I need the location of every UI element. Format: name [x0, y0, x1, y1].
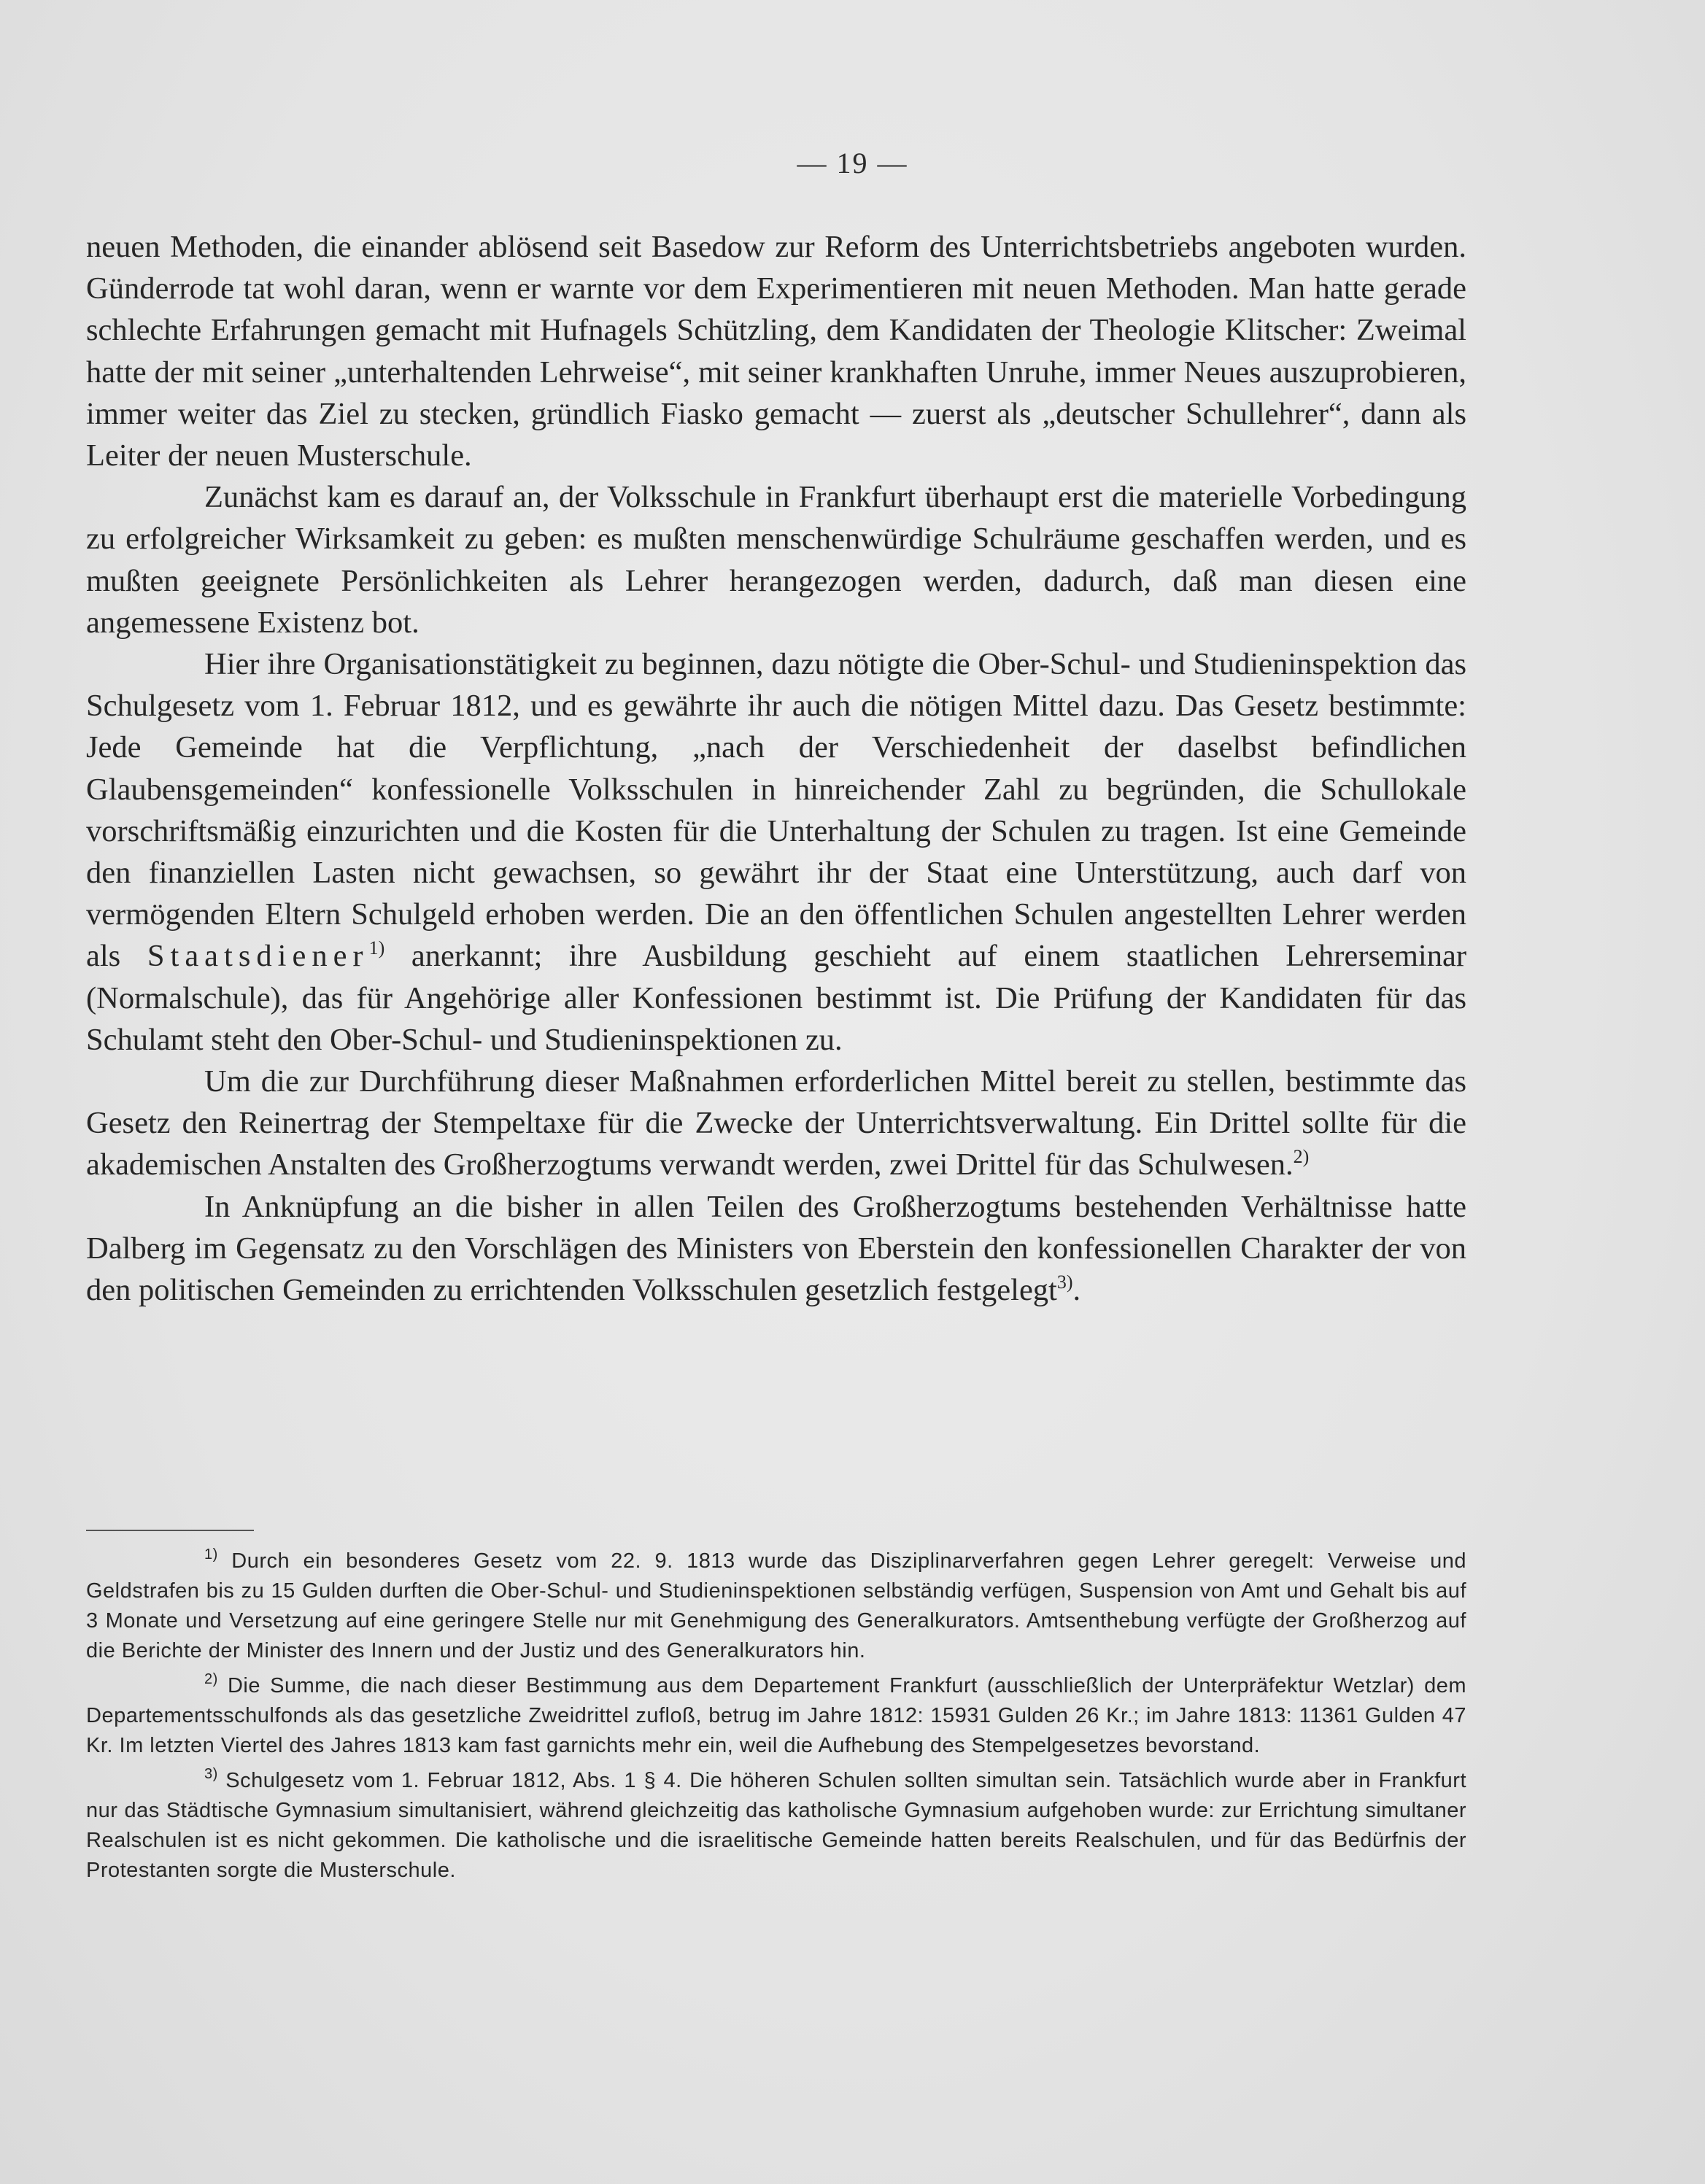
footnotes [86, 1546, 1466, 1891]
footnote-text: Die Summe, die nach dieser Bestimmung aus dem Departement Frankfurt (ausschließlich der Unterpräfektur Wetzlar) dem Departementsschulfonds als das gesetzliche Zweidrittel zufloß, betrug im Jahre 1812: 15931 Gulden 26 Kr.; im Jahre 1813: 11361 Gulden 47 Kr. Im letzten Viertel des Jahres 1813 kam fast garnichts mehr ein, weil die Aufhebung des Stempelgesetzes bevorstand. [86, 1674, 1466, 1757]
paragraph-text: Hier ihre Organisationstätigkeit zu beginnen, dazu nötigte die Ober-Schul- und Studieninspektion das Schulgesetz vom 1. Februar 1812, und es gewährte ihr auch die nötigen Mittel dazu. Das Gesetz bestimmte: Jede Gemeinde hat die Verpflichtung, „nach der Verschiedenheit der daselbst befindlichen Glaubensgemeinden“ konfessionelle Volksschulen in hinreichender Zahl zu begründen, die Schullokale vorschriftsmäßig einzurichten und die Kosten für die Unterhaltung der Schulen zu tragen. Ist eine Gemeinde den finanziellen Lasten nicht gewachsen, so gewährt ihr der Staat eine Unterstützung, auch darf von vermögenden Eltern Schulgeld erhoben werden. Die an den öffentlichen Schulen angestellten Lehrer werden als [86, 647, 1466, 974]
footnote-mark: 2) [204, 1671, 218, 1687]
paragraph [86, 226, 1466, 476]
paragraph-text: In Anknüpfung an die bisher in allen Teilen des Großherzogtums bestehenden Verhältnisse hatte Dalberg im Gegensatz zu den Vorschlägen des Ministers von Eberstein den konfessionellen Charakter der von den politischen Gemeinden zu errichtenden Volksschulen gesetzlich festgelegt [86, 1189, 1466, 1308]
footnote [86, 1766, 1466, 1886]
paragraph [86, 476, 1466, 643]
footnote-mark: 1) [204, 1546, 218, 1563]
paragraph-text: Um die zur Durchführung dieser Maßnahmen erforderlichen Mittel bereit zu stellen, bestimmte das Gesetz den Reinertrag der Stempeltaxe für die Zwecke der Unterrichtsverwaltung. Ein Drittel sollte für die akademischen Anstalten des Großherzogtums verwandt werden, zwei Drittel für das Schulwesen. [86, 1064, 1466, 1182]
paragraph-text: Zunächst kam es darauf an, der Volksschule in Frankfurt überhaupt erst die materielle Vorbedingung zu erfolgreicher Wirksamkeit zu geben: es mußten menschenwürdige Schulräume geschaffen werden, und es mußten geeignete Persönlichkeiten als Lehrer herangezogen werden, dadurch, daß man diesen eine angemessene Existenz bot. [86, 480, 1466, 640]
paragraph-text: neuen Methoden, die einander ablösend seit Basedow zur Reform des Unterrichtsbetriebs angeboten wurden. Günderrode tat wohl daran, wenn er warnte vor dem Experimentieren mit neuen Methoden. Man hatte gerade schlechte Erfahrungen gemacht mit Hufnagels Schützling, dem Kandidaten der Theologie Klitscher: Zweimal hatte der mit seiner „unterhaltenden Lehrweise“, mit seiner krankhaften Unruhe, immer Neues auszuprobieren, immer weiter das Ziel zu stecken, gründlich Fiasko gemacht — zuerst als „deutscher Schullehrer“, dann als Leiter der neuen Musterschule. [86, 230, 1466, 473]
footnote-divider [86, 1530, 254, 1531]
footnote-text: Durch ein besonderes Gesetz vom 22. 9. 1813 wurde das Disziplinarverfahren gegen Lehrer geregelt: Verweise und Geldstrafen bis zu 15 Gulden durften die Ober-Schul- und Studieninspektionen selbständig verfügen, Suspension von Amt und Gehalt bis auf 3 Monate und Versetzung auf eine geringere Stelle nur mit Genehmigung des Generalkurators. Amtsenthebung verfügte der Großherzog auf die Berichte der Minister des Innern und der Justiz und des Generalkurators hin. [86, 1549, 1466, 1662]
paragraph [86, 1186, 1466, 1312]
footnote-mark: 3) [204, 1766, 218, 1782]
footnote-reference: 1) [368, 937, 385, 959]
page-number: — 19 — [797, 147, 908, 179]
paragraph [86, 1061, 1466, 1186]
paragraph-text: anerkannt; ihre Ausbildung geschieht auf einem staatlichen Lehrerseminar (Normalschule), das für Angehörige aller Konfessionen bestimmt ist. Die Prüfung der Kandidaten für das Schulamt steht den Ober-Schul- und Studieninspektionen zu. [86, 939, 1467, 1057]
footnote [86, 1546, 1466, 1666]
footnote-reference: 3) [1056, 1271, 1073, 1293]
footnote-text: Schulgesetz vom 1. Februar 1812, Abs. 1 § 4. Die höheren Schulen sollten simultan sein. Tatsächlich wurde aber in Frankfurt nur das Städtische Gymnasium simultanisiert, während gleichzeitig das katholische Gymnasium aufgehoben wurde: zur Errichtung simultaner Realschulen ist es nicht gekommen. Die katholische und die israelitische Gemeinde hatten bereits Realschulen, und für das Bedürfnis der Protestanten sorgte die Musterschule. [86, 1769, 1466, 1882]
paragraph [86, 643, 1466, 1061]
emphasized-term: Staatsdiener [147, 939, 369, 974]
footnote [86, 1671, 1466, 1761]
paragraph-text: . [1072, 1273, 1081, 1308]
footnote-reference: 2) [1293, 1146, 1310, 1168]
main-text [86, 226, 1466, 1311]
